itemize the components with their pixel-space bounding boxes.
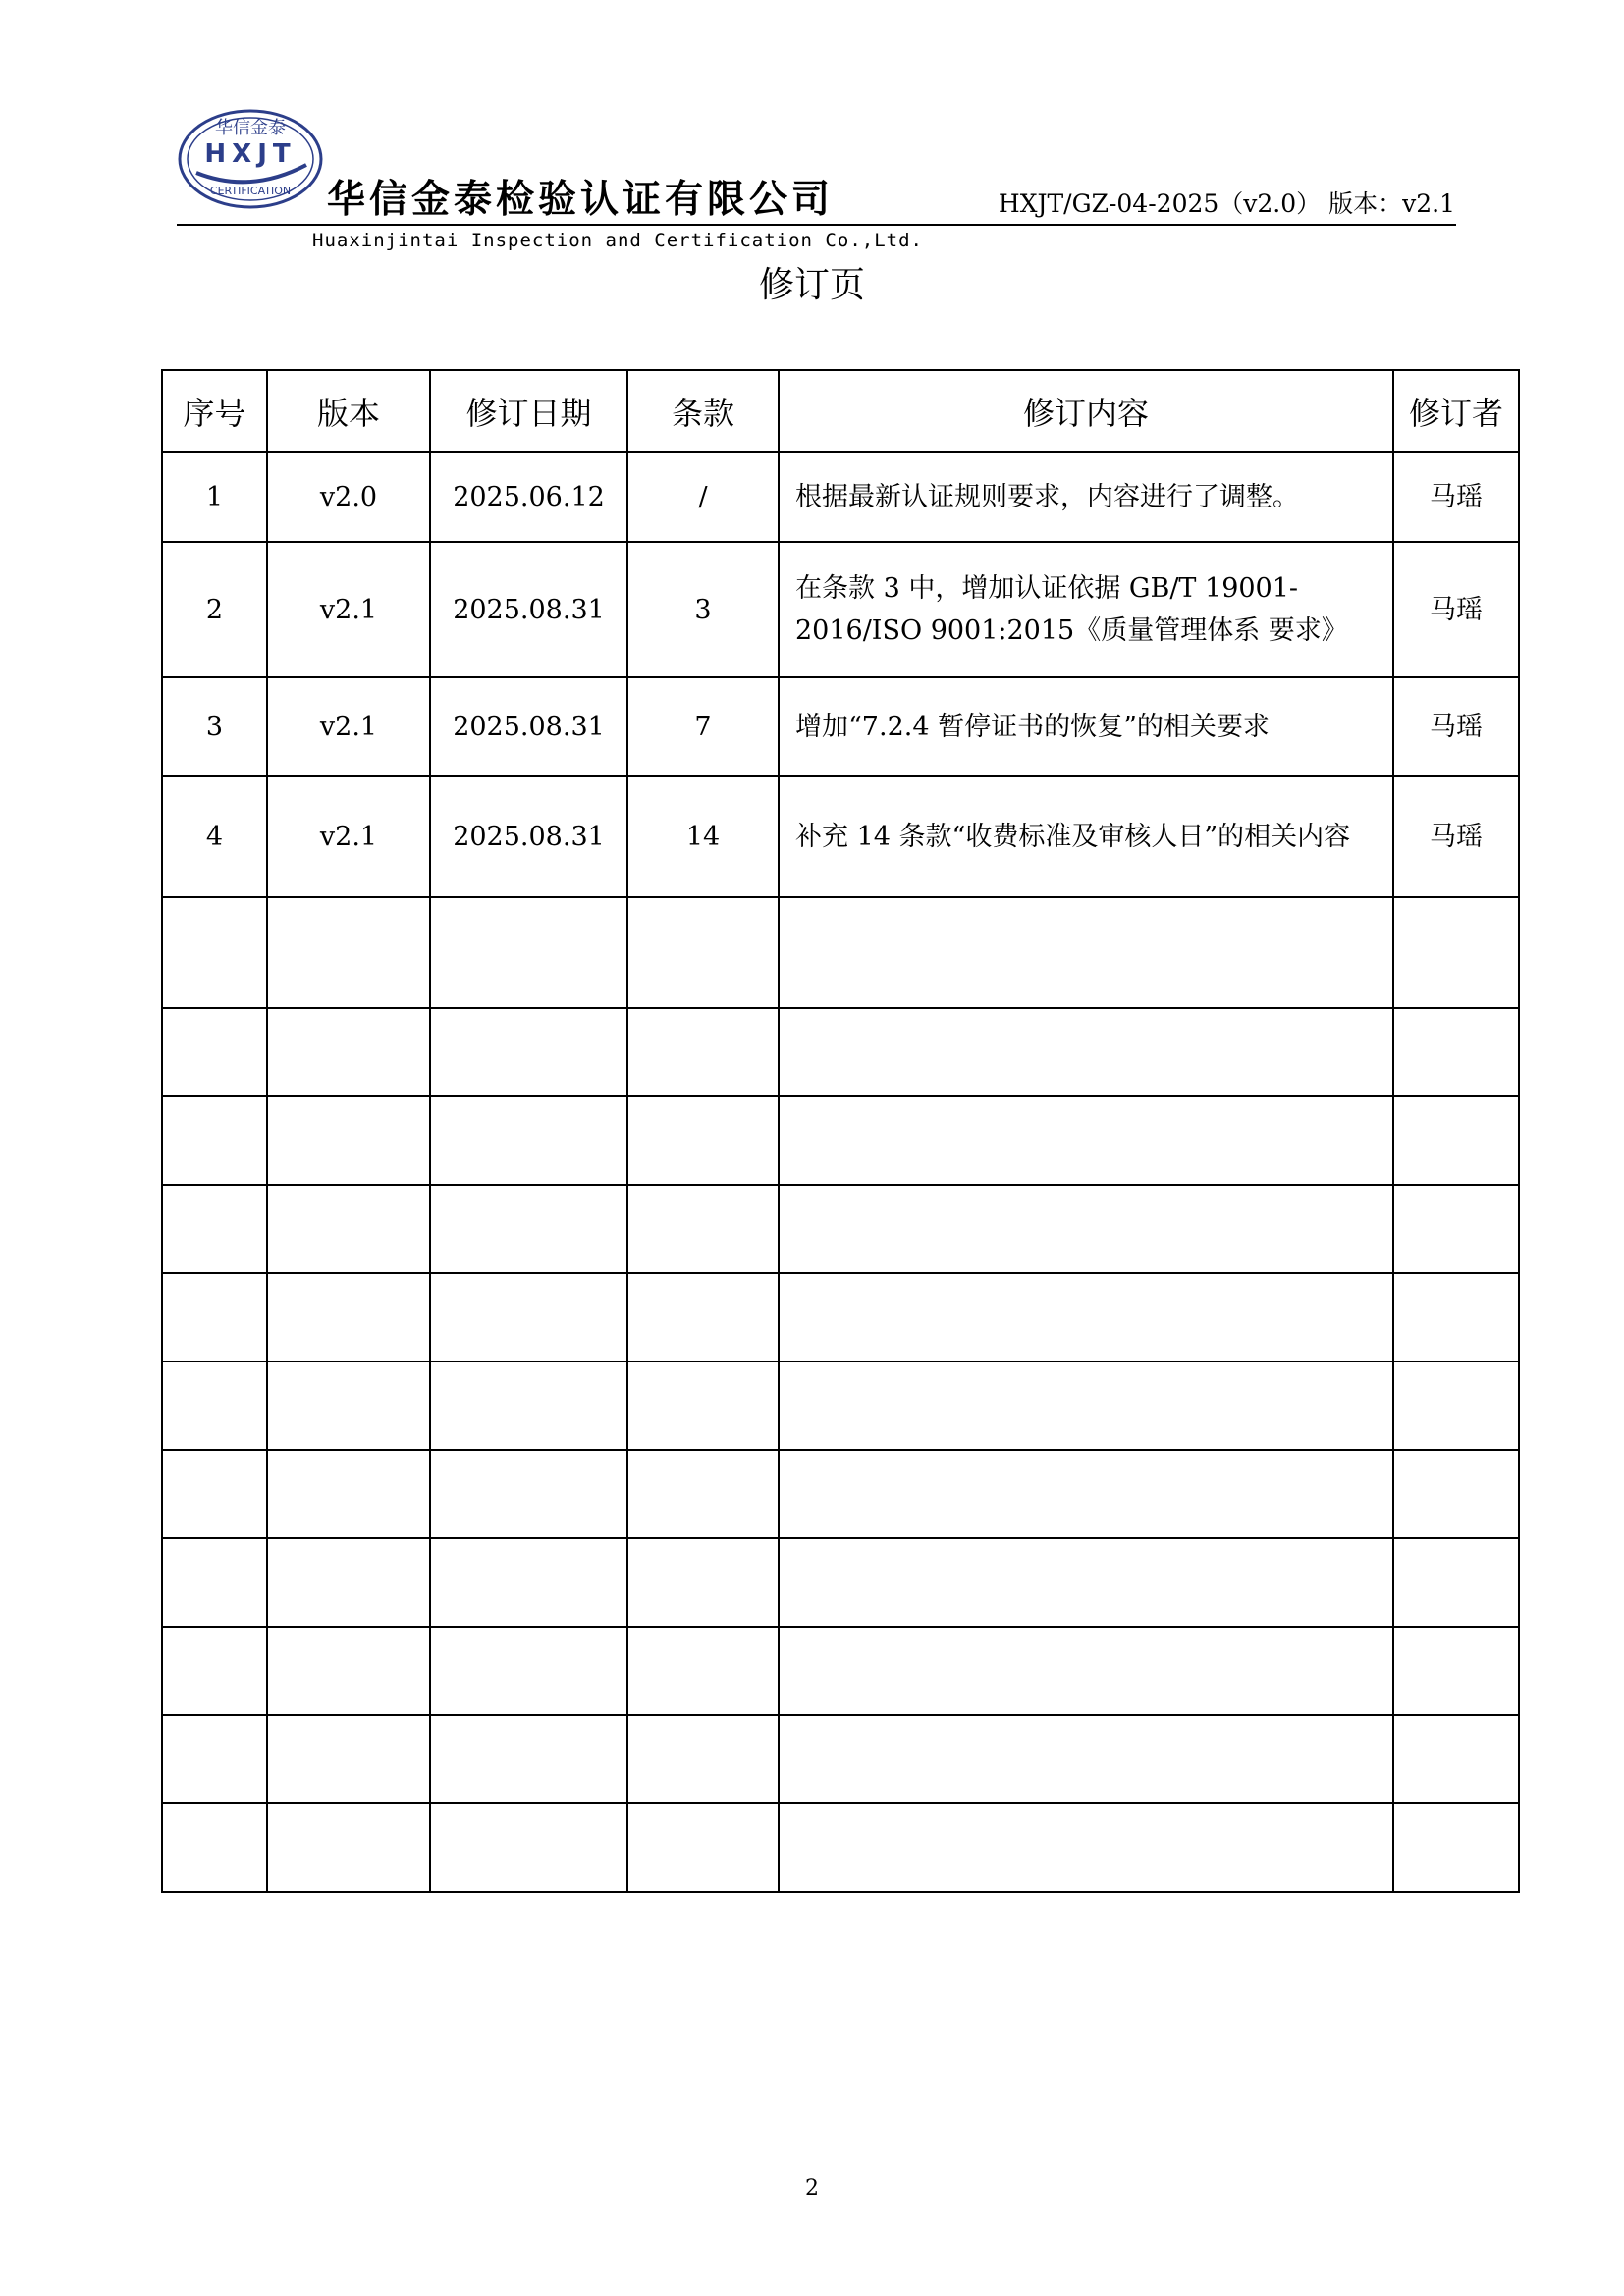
cell-content: 增加“7.2.4 暂停证书的恢复”的相关要求 <box>779 677 1393 776</box>
page-title: 修订页 <box>758 265 865 305</box>
cell-author: 马瑶 <box>1393 677 1519 776</box>
cell-no: 3 <box>162 677 267 776</box>
document-reference: HXJT/GZ-04-2025（v2.0） 版本：v2.1 <box>998 189 1455 218</box>
header-no: 序号 <box>162 370 267 452</box>
header-content: 修订内容 <box>779 370 1393 452</box>
company-name-cn: 华信金泰检验认证有限公司 <box>327 178 835 222</box>
cell-clause: 3 <box>627 542 779 677</box>
cell-version: v2.1 <box>267 542 430 677</box>
cell-date: 2025.08.31 <box>430 677 627 776</box>
cell-author: 马瑶 <box>1393 542 1519 677</box>
logo-text: HXJT <box>204 139 297 169</box>
header-author: 修订者 <box>1393 370 1519 452</box>
header-version: 版本 <box>267 370 430 452</box>
empty-table-row <box>162 1627 1519 1715</box>
cell-author: 马瑶 <box>1393 452 1519 542</box>
cell-content: 在条款 3 中，增加认证依据 GB/T 19001-2016/ISO 9001:2015《质量管理体系 要求》 <box>779 542 1393 677</box>
company-logo <box>177 108 324 211</box>
logo-arc-text: 华信金泰 <box>215 118 286 138</box>
cell-content: 根据最新认证规则要求，内容进行了调整。 <box>779 452 1393 542</box>
header-clause: 条款 <box>627 370 779 452</box>
page-number: 2 <box>805 2176 819 2201</box>
empty-table-row <box>162 1715 1519 1803</box>
empty-table-row <box>162 1096 1519 1185</box>
cell-no: 2 <box>162 542 267 677</box>
empty-table-row <box>162 1273 1519 1362</box>
table-row <box>162 677 1519 776</box>
cell-date: 2025.08.31 <box>430 542 627 677</box>
header-divider <box>177 224 1456 226</box>
cell-version: v2.1 <box>267 776 430 897</box>
table-row <box>162 776 1519 897</box>
header-date: 修订日期 <box>430 370 627 452</box>
cell-author: 马瑶 <box>1393 776 1519 897</box>
empty-table-row <box>162 1803 1519 1892</box>
empty-table-row <box>162 1538 1519 1627</box>
revision-table <box>161 369 1520 1893</box>
empty-table-row <box>162 1362 1519 1450</box>
table-row <box>162 452 1519 542</box>
table-row <box>162 542 1519 677</box>
empty-table-row <box>162 897 1519 1008</box>
cell-no: 4 <box>162 776 267 897</box>
empty-table-row <box>162 1008 1519 1096</box>
cell-clause: / <box>627 452 779 542</box>
cell-clause: 14 <box>627 776 779 897</box>
logo-band-text: CERTIFICATION <box>209 185 292 197</box>
cell-clause: 7 <box>627 677 779 776</box>
cell-version: v2.1 <box>267 677 430 776</box>
cell-date: 2025.08.31 <box>430 776 627 897</box>
cell-content: 补充 14 条款“收费标准及审核人日”的相关内容 <box>779 776 1393 897</box>
cell-date: 2025.06.12 <box>430 452 627 542</box>
cell-no: 1 <box>162 452 267 542</box>
cell-version: v2.0 <box>267 452 430 542</box>
empty-table-row <box>162 1450 1519 1538</box>
table-header-row <box>162 370 1519 452</box>
empty-table-row <box>162 1185 1519 1273</box>
company-name-en: Huaxinjintai Inspection and Certification Co.,Ltd. <box>312 230 923 251</box>
